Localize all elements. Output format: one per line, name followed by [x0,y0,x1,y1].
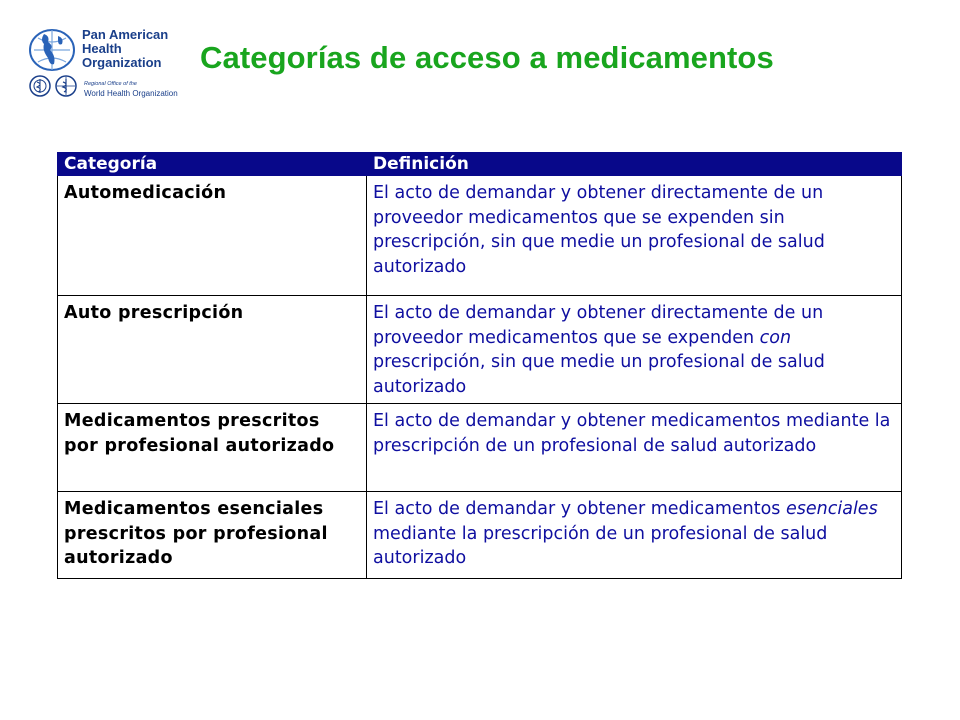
column-header-category: Categoría [58,153,367,176]
category-text: Auto prescripción [64,303,244,323]
org-subtitle [84,80,178,98]
definition-cell [367,404,902,492]
paho-logo [24,24,180,100]
definition-cell [367,296,902,404]
categories-table [57,152,902,579]
category-text: Medicamentos esenciales prescritos por profesional autorizado [64,499,328,568]
org-name: Pan American Health Organization [82,27,169,70]
table-header-row [58,153,902,176]
category-cell [58,492,367,579]
definition-text: El acto de demandar y obtener medicamentos mediante la prescripción de un profesional de salud autorizado [373,411,891,456]
org-subtitle-small: Regional Office of the [84,81,137,87]
definition-emphasis: con [759,327,792,348]
definition-text-end: mediante la prescripción de un profesional de salud autorizado [373,523,828,568]
paho-seal-icon [28,74,52,98]
definition-emphasis: esenciales [786,499,878,519]
category-cell [58,176,367,296]
globe-icon [28,28,76,72]
definition-text-end: prescripción, sin que medie un profesional de salud autorizado [373,352,825,397]
table-row [58,296,902,404]
category-text: Medicamentos prescritos por profesional autorizado [64,411,335,456]
category-cell [58,296,367,404]
definition-text: El acto de demandar y obtener directamente de un proveedor medicamentos que se expenden sin prescripción, sin que medie un profesional de salud autorizado [373,183,825,277]
who-emblem-icon [54,74,78,98]
table-row [58,176,902,296]
org-subtitle-main: World Health Organization [84,89,178,98]
table-row [58,492,902,579]
definition-cell [367,176,902,296]
definition-text: El acto de demandar y obtener directamente de un proveedor medicamentos que se expenden [373,303,824,348]
category-text: Automedicación [64,183,227,203]
page-title: Categorías de acceso a medicamentos [200,40,774,75]
column-header-definition: Definición [367,153,902,176]
category-cell [58,404,367,492]
definition-text: El acto de demandar y obtener medicamentos [373,499,786,519]
definition-cell [367,492,902,579]
table-row [58,404,902,492]
